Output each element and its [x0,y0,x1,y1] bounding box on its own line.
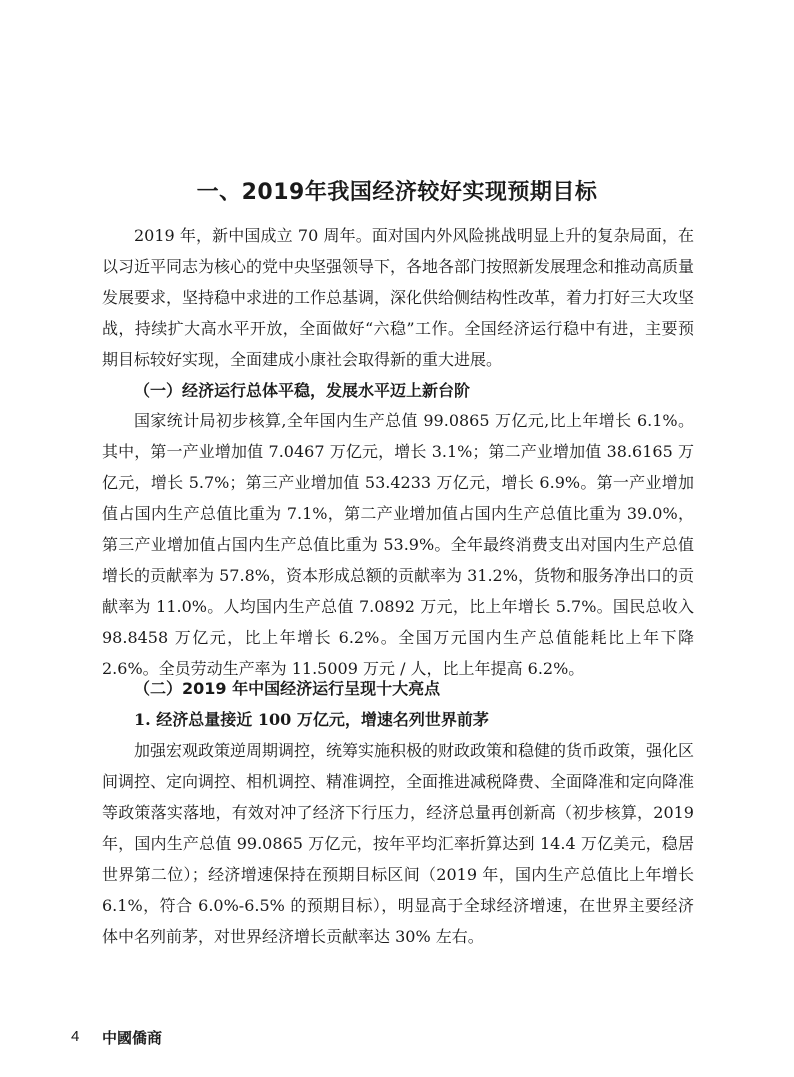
page-number: 4 [71,1028,80,1045]
point-1-paragraph: 加强宏观政策逆周期调控，统筹实施积极的财政政策和稳健的货币政策，强化区间调控、定向调控、相机调控、精准调控，全面推进减税降费、全面降准和定向降准等政策落实落地，有效对冲了经济下行压力，经济总量再创新高（初步核算，2019 年，国内生产总值 99.0865 万亿元，按年平均汇率折算达到 14.4 万亿美元，稳居世界第二位）；经济增速保持在预期目标区间（2019 年，国内生产总值比上年增长 6.1%，符合 6.0%-6.5% 的预期目标），明显高于全球经济增速，在世界主要经济体中名列前茅，对世界经济增长贡献率达 30% 左右。 [102,741,695,946]
section-2-heading: （二）2019 年中国经济运行呈现十大亮点 [134,679,441,698]
intro-paragraph: 2019 年，新中国成立 70 周年。面对国内外风险挑战明显上升的复杂局面，在以习近平同志为核心的党中央坚强领导下，各地各部门按照新发展理念和推动高质量发展要求，坚持稳中求进的工作总基调，深化供给侧结构性改革，着力打好三大攻坚战，持续扩大高水平开放，全面做好“六稳”工作。全国经济运行稳中有进，主要预期目标较好实现，全面建成小康社会取得新的重大进展。 [102,226,695,369]
page-title: 一、2019年我国经济较好实现预期目标 [196,180,598,205]
section-1-heading: （一）经济运行总体平稳，发展水平迈上新台阶 [134,381,471,400]
point-1-heading: 1. 经济总量接近 100 万亿元，增速名列世界前茅 [134,710,489,729]
section-1-paragraph: 国家统计局初步核算,全年国内生产总值 99.0865 万亿元,比上年增长 6.1%。其中，第一产业增加值 7.0467 万亿元，增长 3.1%；第二产业增加值 38.6165 万亿元，增长 5.7%；第三产业增加值 53.4233 万亿元，增长 6.9%。第一产业增加值占国内生产总值比重为 7.1%，第二产业增加值占国内生产总值比重为 39.0%，第三产业增加值占国内生产总值比重为 53.9%。全年最终消费支出对国内生产总值增长的贡献率为 57.8%，资本形成总额的贡献率为 31.2%，货物和服务净出口的贡献率为 11.0%。人均国内生产总值 7.0892 万元，比上年增长 5.7%。国民总收入 98.8458 万亿元，比上年增长 6.2%。全国万元国内生产总值能耗比上年下降 2.6%。全员劳动生产率为 11.5009 万元 / 人，比上年提高 6.2%。 [102,411,694,678]
publication-name: 中國僑商 [102,1029,163,1047]
